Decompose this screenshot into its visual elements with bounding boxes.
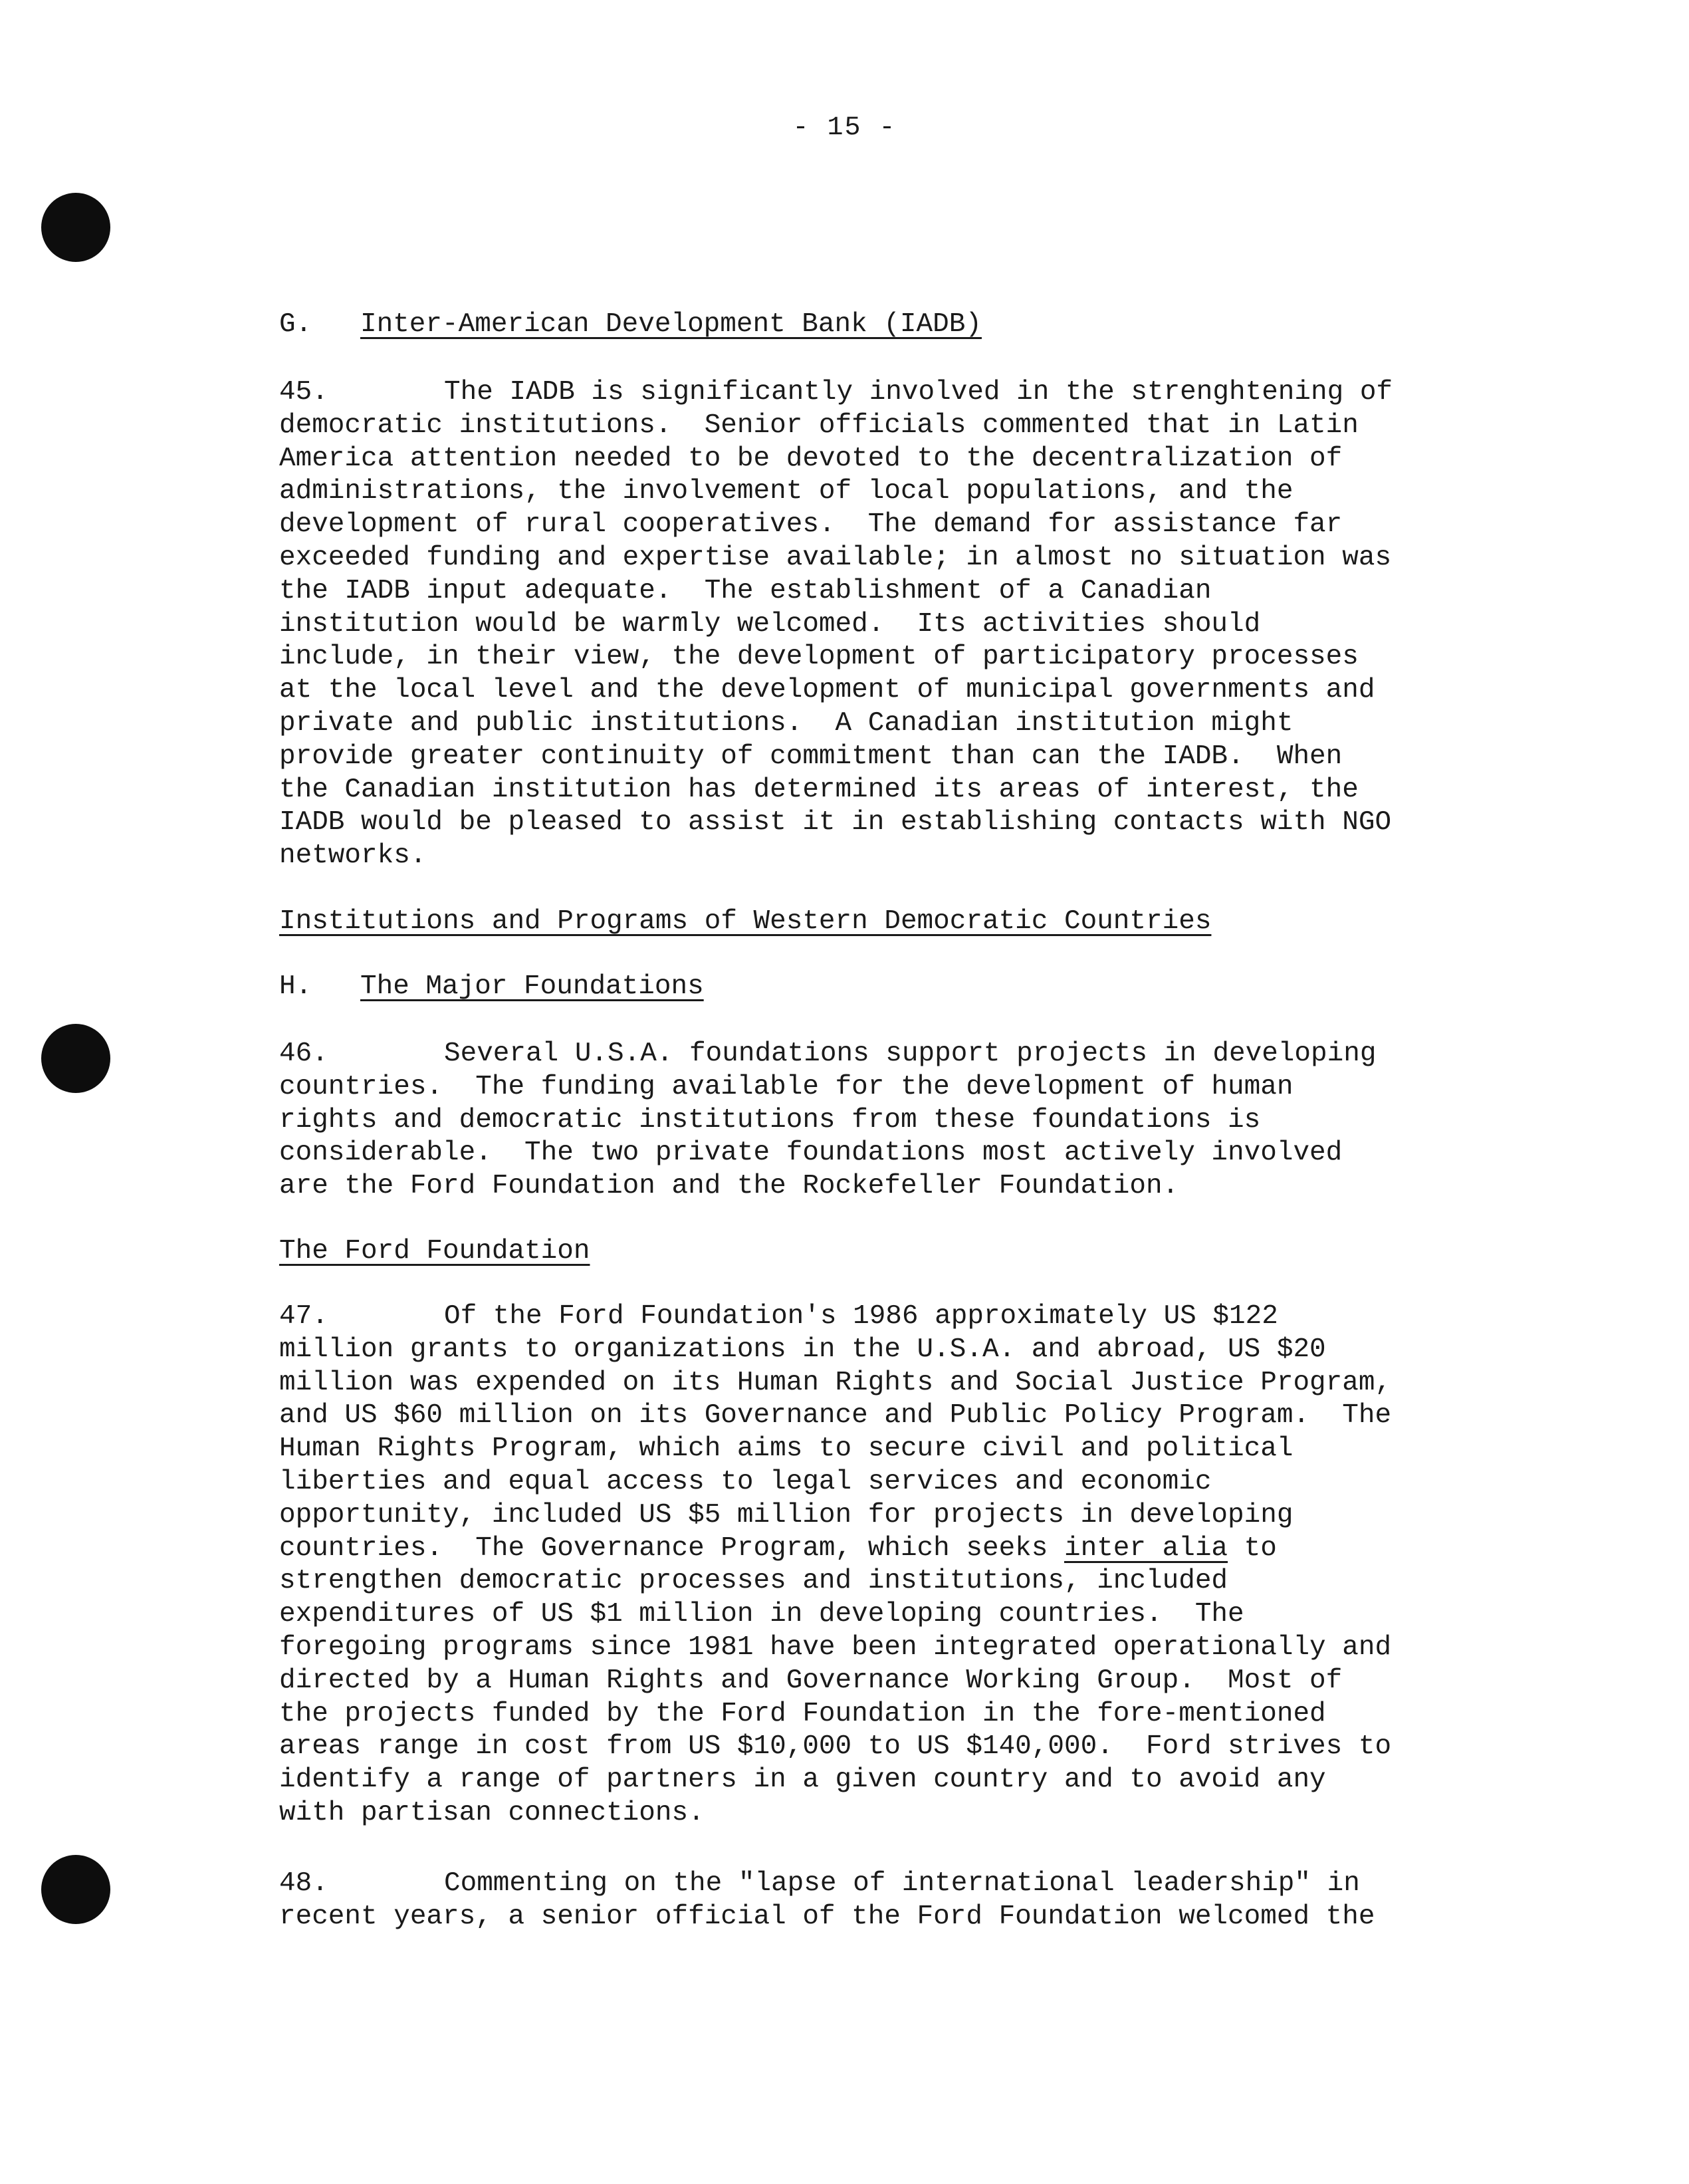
paragraph-47-line: the projects funded by the Ford Foundation in the fore-mentioned [279,1698,1326,1729]
paragraph-48 [279,1868,1422,1934]
punch-hole-bottom [41,1855,110,1924]
paragraph-45-line: networks. [279,840,427,872]
section-h-letter: H. [279,971,312,1002]
punch-hole-middle [41,1024,110,1093]
paragraph-47-line: identify a range of partners in a given country and to avoid any [279,1764,1326,1796]
paragraph-47-line: countries. The Governance Program, which seeks inter alia to [279,1532,1277,1564]
paragraph-45-line: the Canadian institution has determined its areas of interest, the [279,774,1359,805]
paragraph-47-line: areas range in cost from US $10,000 to US $140,000. Ford strives to [279,1731,1392,1762]
paragraph-45-line: America attention needed to be devoted to the decentralization of [279,443,1343,474]
section-h-title: The Major Foundations [360,971,704,1002]
page-number: - 15 - [792,113,897,143]
paragraph-47-line: with partisan connections. [279,1797,705,1828]
paragraph-47-line: directed by a Human Rights and Governance Working Group. Most of [279,1665,1343,1696]
paragraph-46-line: rights and democratic institutions from these foundations is [279,1104,1261,1136]
paragraph-47-line: strengthen democratic processes and institutions, included [279,1566,1228,1597]
inter-alia-emphasis: inter alia [1064,1532,1228,1564]
paragraph-47-line: Human Rights Program, which aims to secure civil and political [279,1433,1294,1465]
section-g-title: Inter-American Development Bank (IADB) [360,309,982,340]
paragraph-46 [279,1038,1422,1203]
paragraph-45-line: administrations, the involvement of local populations, and the [279,476,1294,507]
paragraph-46-line: are the Ford Foundation and the Rockefeller Foundation. [279,1171,1179,1202]
paragraph-48-line: recent years, a senior official of the Ford Foundation welcomed the [279,1901,1375,1932]
paragraph-47-line: and US $60 million on its Governance and Public Policy Program. The [279,1400,1392,1431]
paragraph-45-line: include, in their view, the development of participatory processes [279,642,1359,673]
section-g-heading [279,308,982,342]
ford-foundation-heading: The Ford Foundation [279,1236,590,1267]
section-h-heading [279,971,704,1004]
paragraph-46-number: 46. [279,1038,328,1069]
paragraph-47-line: liberties and equal access to legal services and economic [279,1466,1212,1497]
paragraph-45-line: institution would be warmly welcomed. Its activities should [279,608,1261,640]
paragraph-45-line: at the local level and the development of municipal governments and [279,675,1375,706]
paragraph-47-line: 47. Of the Ford Foundation's 1986 approximately US $122 [279,1300,1422,1334]
paragraph-45-line: IADB would be pleased to assist it in establishing contacts with NGO [279,807,1392,838]
paragraph-45-line: democratic institutions. Senior officials commented that in Latin [279,410,1359,441]
paragraph-47-number: 47. [279,1301,328,1332]
punch-hole-top [41,193,110,262]
paragraph-46-line: 46. Several U.S.A. foundations support projects in developing [279,1038,1422,1071]
paragraph-45-line: provide greater continuity of commitment than can the IADB. When [279,741,1343,772]
group-heading: Institutions and Programs of Western Democratic Countries [279,906,1212,937]
paragraph-46-line: countries. The funding available for the development of human [279,1071,1294,1102]
paragraph-45-line: the IADB input adequate. The establishment of a Canadian [279,575,1212,606]
paragraph-47-line: foregoing programs since 1981 have been integrated operationally and [279,1632,1392,1663]
paragraph-48-line: 48. Commenting on the "lapse of international leadership" in [279,1868,1422,1901]
paragraph-47-line: expenditures of US $1 million in developing countries. The [279,1599,1244,1630]
paragraph-47 [279,1300,1422,1830]
paragraph-47-line: opportunity, included US $5 million for projects in developing [279,1499,1294,1530]
paragraph-45-line: 45. The IADB is significantly involved in the strenghtening of [279,376,1422,410]
paragraph-46-line: considerable. The two private foundations most actively involved [279,1138,1343,1169]
paragraph-47-line: million was expended on its Human Rights and Social Justice Program, [279,1367,1392,1398]
paragraph-45-line: development of rural cooperatives. The demand for assistance far [279,509,1343,541]
section-g-letter: G. [279,309,312,340]
paragraph-47-line: million grants to organizations in the U.S.A. and abroad, US $20 [279,1334,1326,1365]
paragraph-48-number: 48. [279,1868,328,1899]
paragraph-45 [279,376,1422,873]
paragraph-45-line: exceeded funding and expertise available; in almost no situation was [279,542,1392,573]
paragraph-45-line: private and public institutions. A Canadian institution might [279,707,1294,739]
paragraph-45-number: 45. [279,377,328,408]
